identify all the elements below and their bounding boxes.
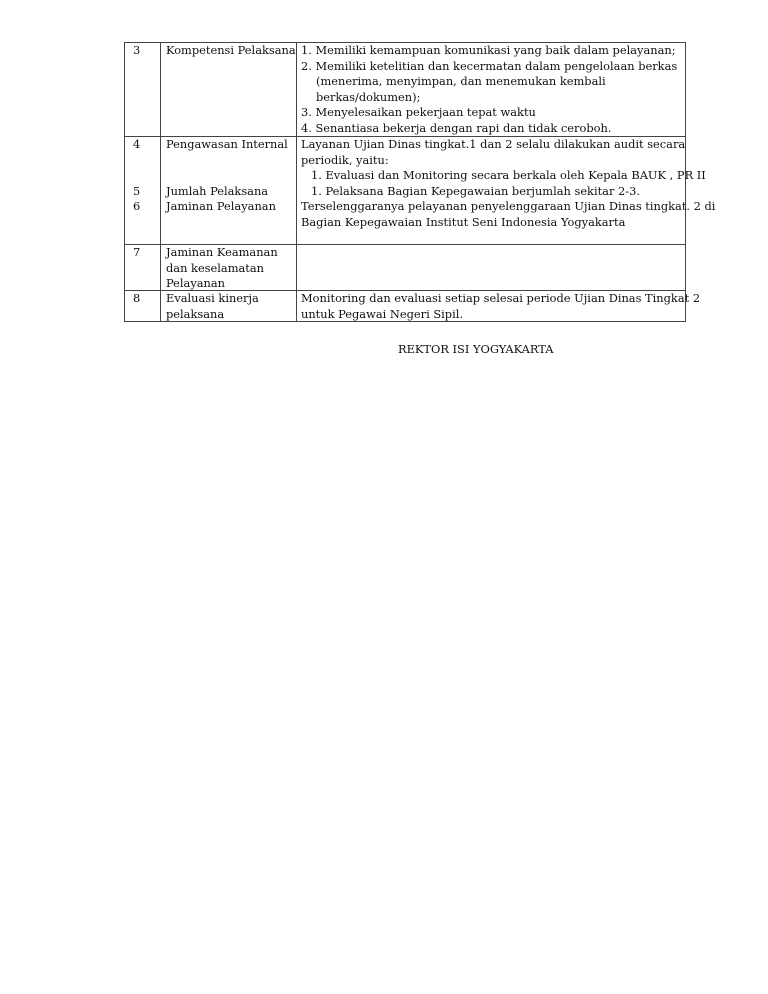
- row-number: 3: [133, 43, 141, 57]
- row-number: 8: [133, 291, 141, 305]
- table-row: [125, 199, 716, 244]
- row-number: 6: [133, 199, 141, 213]
- description-line: Terselenggaranya pelayanan penyelenggaraan Ujian Dinas tingkat. 2 di: [301, 199, 716, 213]
- row-number-cell: [125, 43, 161, 136]
- description-line: untuk Pegawai Negeri Sipil.: [301, 306, 463, 321]
- table-row: [125, 136, 706, 184]
- component-name: Jaminan Pelayanan: [166, 199, 276, 213]
- description-line: 4. Senantiasa bekerja dengan rapi dan tidak ceroboh.: [301, 120, 612, 135]
- component-name: pelaksana: [166, 306, 225, 321]
- component-name-cell: [161, 291, 297, 321]
- description-cell: [297, 199, 716, 230]
- description-cell: [297, 137, 706, 184]
- description-line: berkas/dokumen);: [316, 89, 421, 104]
- row-number: 7: [133, 245, 141, 259]
- row-number-cell: [125, 137, 161, 184]
- table-row: [125, 43, 685, 136]
- component-name: Jaminan Keamanan: [166, 245, 278, 259]
- component-name: dan keselamatan: [166, 260, 264, 275]
- description-line: 3. Menyelesaikan pekerjaan tepat waktu: [301, 105, 536, 119]
- description-line: Layanan Ujian Dinas tingkat.1 dan 2 selalu dilakukan audit secara: [301, 137, 686, 151]
- component-name-cell: [161, 137, 297, 184]
- description-cell: [297, 184, 685, 200]
- component-name-cell: [161, 43, 297, 136]
- component-name-cell: [161, 199, 297, 244]
- row-number-cell: [125, 184, 161, 200]
- table-row: [125, 290, 701, 321]
- description-line: 1. Pelaksana Bagian Kepegawaian berjumlah sekitar 2-3.: [311, 183, 641, 198]
- service-standard-table: [124, 42, 716, 322]
- description-line: periodik, yaitu:: [301, 152, 389, 167]
- table-row: [125, 244, 685, 290]
- description-line: (menerima, menyimpan, dan menemukan kembali: [316, 74, 606, 88]
- component-name: Pengawasan Internal: [166, 137, 288, 151]
- description-line: 2. Memiliki ketelitian dan kecermatan dalam pengelolaan berkas: [301, 58, 678, 73]
- row-number-cell: [125, 291, 161, 321]
- component-name: Jumlah Pelaksana: [166, 183, 269, 198]
- description-line: 1. Evaluasi dan Monitoring secara berkala oleh Kepala BAUK , PR II: [311, 168, 706, 182]
- row-number: 4: [133, 137, 141, 151]
- component-name: Kompetensi Pelaksana: [166, 43, 296, 57]
- description-line: 1. Memiliki kemampuan komunikasi yang baik dalam pelayanan;: [301, 43, 676, 57]
- component-name: Pelayanan: [166, 276, 226, 290]
- signature-title: REKTOR ISI YOGYAKARTA: [398, 342, 554, 356]
- description-line: Monitoring dan evaluasi setiap selesai periode Ujian Dinas Tingkat 2: [301, 291, 701, 305]
- table-row: [125, 184, 685, 200]
- component-name-cell: [161, 245, 297, 290]
- component-name: Evaluasi kinerja: [166, 291, 259, 305]
- row-number: 5: [133, 183, 141, 198]
- row-number-cell: [125, 245, 161, 290]
- row-number-cell: [125, 199, 161, 244]
- description-cell: [297, 291, 701, 322]
- description-line: Bagian Kepegawaian Institut Seni Indonesia Yogyakarta: [301, 214, 626, 229]
- description-cell: [297, 43, 685, 136]
- component-name-cell: [161, 184, 297, 200]
